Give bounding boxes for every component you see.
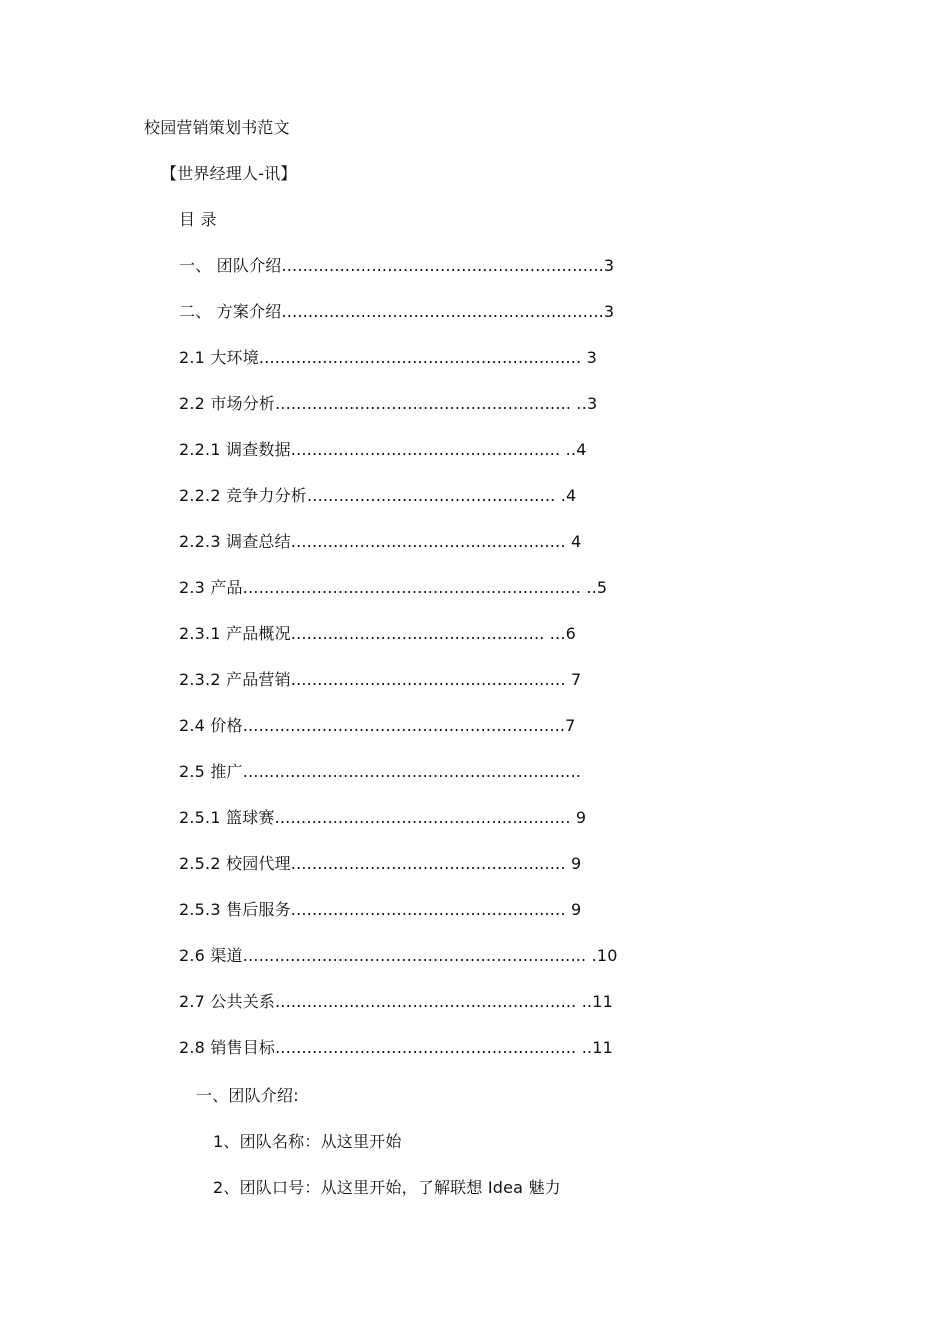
toc-item: 2.2.1 调查数据................................................... ..4 xyxy=(179,440,587,459)
toc-heading: 目 录 xyxy=(179,210,217,229)
toc-item: 2.6 渠道................................................................. .10 xyxy=(179,946,618,965)
toc-item: 2.2 市场分析........................................................ ..3 xyxy=(179,394,598,413)
list-item: 1、团队名称：从这里开始 xyxy=(213,1132,402,1151)
toc-item: 2.2.2 竞争力分析............................................... .4 xyxy=(179,486,577,505)
toc-item: 2.5.2 校园代理.................................................... 9 xyxy=(179,854,582,873)
toc-item: 2.3.2 产品营销.................................................... 7 xyxy=(179,670,582,689)
document-title: 校园营销策划书范文 xyxy=(144,118,290,137)
toc-item: 一、 团队介绍.............................................................3 xyxy=(179,256,615,275)
toc-item: 2.5.3 售后服务.................................................... 9 xyxy=(179,900,582,919)
toc-item: 二、 方案介绍.............................................................3 xyxy=(179,302,615,321)
toc-item: 2.7 公共关系......................................................... ..11 xyxy=(179,992,614,1011)
toc-item: 2.2.3 调查总结.................................................... 4 xyxy=(179,532,582,551)
toc-item: 2.5 推广................................................................ xyxy=(179,762,582,781)
document-source: 【世界经理人-讯】 xyxy=(161,164,297,183)
toc-item: 2.8 销售目标......................................................... ..11 xyxy=(179,1038,614,1057)
toc-item: 2.1 大环境............................................................. 3 xyxy=(179,348,598,367)
toc-item: 2.4 价格.............................................................7 xyxy=(179,716,576,735)
toc-item: 2.5.1 篮球赛........................................................ 9 xyxy=(179,808,587,827)
list-item: 2、团队口号：从这里开始，了解联想 Idea 魅力 xyxy=(213,1178,561,1197)
toc-item: 2.3.1 产品概况................................................ ...6 xyxy=(179,624,577,643)
toc-item: 2.3 产品................................................................ ..5 xyxy=(179,578,608,597)
section-heading: 一、团队介绍: xyxy=(196,1086,299,1105)
